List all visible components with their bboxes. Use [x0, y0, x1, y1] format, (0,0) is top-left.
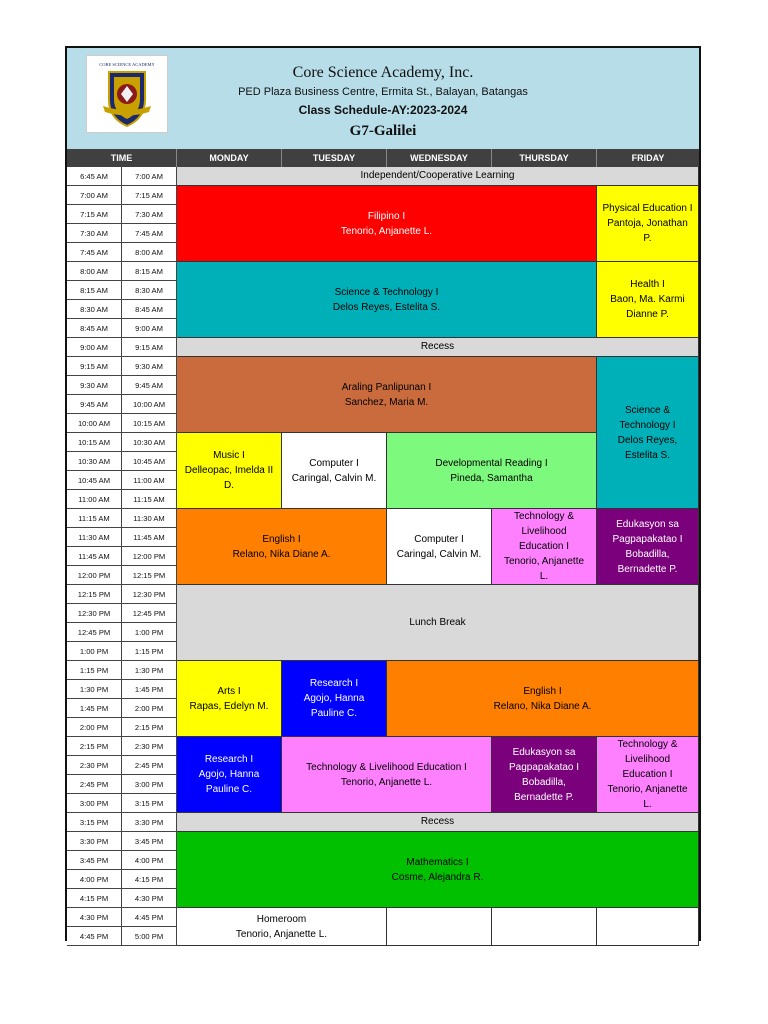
- subject-label: Science & Technology I: [334, 286, 439, 298]
- time-slot-end: 12:15 PM: [122, 566, 177, 585]
- teacher-label: Tenorio, Anjanette L.: [340, 225, 433, 237]
- subject-label: Recess: [420, 341, 455, 352]
- schedule-title: Class Schedule-AY:2023-2024: [298, 103, 468, 117]
- time-slot-end: 9:00 AM: [122, 319, 177, 338]
- block-recess-pm: [177, 813, 699, 832]
- teacher-label: L.: [643, 799, 652, 810]
- time-slot-start: 9:15 AM: [67, 357, 122, 376]
- time-slot-end: 1:15 PM: [122, 642, 177, 661]
- time-slot-end: 8:00 AM: [122, 243, 177, 262]
- time-slot-start: 3:30 PM: [67, 832, 122, 851]
- subject-label: Physical Education I: [602, 203, 693, 214]
- time-slot-start: 11:45 AM: [67, 547, 122, 566]
- time-slot-end: 2:45 PM: [122, 756, 177, 775]
- block-mathematics: [177, 832, 699, 908]
- time-slot-end: 9:30 AM: [122, 357, 177, 376]
- teacher-label: Education I: [518, 541, 570, 552]
- block-dev-reading: [387, 433, 597, 509]
- teacher-label: Tenorio, Anjanette: [503, 556, 585, 567]
- time-slot-end: 12:00 PM: [122, 547, 177, 566]
- teacher-label: D.: [224, 480, 234, 491]
- time-slot-end: 11:15 AM: [122, 490, 177, 509]
- subject-label: Arts I: [217, 685, 241, 697]
- subject-label: Lunch Break: [409, 617, 466, 628]
- teacher-label: Delleopac, Imelda II: [184, 465, 274, 476]
- time-slot-start: 10:45 AM: [67, 471, 122, 490]
- time-slot-start: 12:30 PM: [67, 604, 122, 623]
- subject-label: Homeroom: [256, 913, 307, 925]
- teacher-label: Education I: [622, 769, 673, 780]
- block-araling-panlipunan: [177, 357, 597, 433]
- teacher-label: Tenorio, Anjanette L.: [340, 776, 433, 788]
- block-research-mon: [177, 737, 282, 813]
- subject-label: Mathematics I: [406, 856, 469, 868]
- time-slot-end: 1:30 PM: [122, 661, 177, 680]
- subject-label: Research I: [309, 678, 359, 689]
- teacher-label: P.: [643, 233, 652, 244]
- time-slot-start: 8:00 AM: [67, 262, 122, 281]
- teacher-label: Bernadette P.: [514, 791, 574, 803]
- time-slot-end: 4:15 PM: [122, 870, 177, 889]
- block-esp-thu: [492, 737, 597, 813]
- time-slot-end: 4:00 PM: [122, 851, 177, 870]
- teacher-label: Caringal, Calvin M.: [396, 548, 482, 560]
- time-slot-end: 5:00 PM: [122, 927, 177, 946]
- block-research-tue: [282, 661, 387, 737]
- time-slot-start: 4:30 PM: [67, 908, 122, 927]
- time-slot-end: 11:00 AM: [122, 471, 177, 490]
- block-tle-fri: [597, 737, 699, 813]
- tuesday-column-header: TUESDAY: [282, 149, 387, 167]
- teacher-label: Pauline C.: [310, 708, 358, 719]
- subject-label: Developmental Reading I: [435, 457, 548, 469]
- time-slot-start: 4:45 PM: [67, 927, 122, 946]
- time-slot-end: 10:45 AM: [122, 452, 177, 471]
- subject-label: English I: [523, 685, 562, 697]
- teacher-label: Pauline C.: [205, 784, 253, 795]
- block-empty-fri: [597, 908, 699, 946]
- block-arts: [177, 661, 282, 737]
- time-slot-end: 1:00 PM: [122, 623, 177, 642]
- time-slot-start: 3:00 PM: [67, 794, 122, 813]
- teacher-label: Delos Reyes, Estelita S.: [332, 301, 441, 313]
- time-slot-start: 11:15 AM: [67, 509, 122, 528]
- section-name: G7-Galilei: [349, 123, 417, 139]
- teacher-label: Livelihood: [624, 754, 671, 765]
- teacher-label: Delos Reyes,: [617, 434, 678, 446]
- class-schedule-sheet: [65, 46, 701, 941]
- subject-label: Computer I: [414, 533, 464, 545]
- block-health: [597, 262, 699, 338]
- time-slot-start: 1:00 PM: [67, 642, 122, 661]
- time-slot-end: 1:45 PM: [122, 680, 177, 699]
- time-slot-start: 7:00 AM: [67, 186, 122, 205]
- time-slot-end: 2:15 PM: [122, 718, 177, 737]
- teacher-label: Cosme, Alejandra R.: [391, 871, 484, 883]
- time-column-header: TIME: [67, 149, 177, 167]
- teacher-label: Bernadette P.: [617, 563, 678, 575]
- subject-label: Science &: [624, 404, 671, 416]
- block-lunch: [177, 585, 699, 661]
- time-slot-start: 7:30 AM: [67, 224, 122, 243]
- subject-label: Technology & Livelihood Education I: [306, 761, 467, 773]
- wednesday-column-header: WEDNESDAY: [387, 149, 492, 167]
- time-slot-start: 1:15 PM: [67, 661, 122, 680]
- teacher-label: Estelita S.: [624, 449, 671, 461]
- time-slot-end: 10:30 AM: [122, 433, 177, 452]
- time-slot-end: 4:45 PM: [122, 908, 177, 927]
- block-tle-tue-wed: [282, 737, 492, 813]
- time-slot-end: 9:15 AM: [122, 338, 177, 357]
- time-slot-start: 3:45 PM: [67, 851, 122, 870]
- time-slot-end: 7:45 AM: [122, 224, 177, 243]
- time-slot-start: 2:30 PM: [67, 756, 122, 775]
- time-slot-start: 8:15 AM: [67, 281, 122, 300]
- subject-label: Araling Panlipunan I: [341, 381, 432, 393]
- time-slot-start: 10:00 AM: [67, 414, 122, 433]
- subject-label: Filipino I: [367, 210, 406, 222]
- block-homeroom: [177, 908, 387, 946]
- block-science-tech-fri: [597, 357, 699, 509]
- teacher-label: Bobadilla,: [522, 776, 566, 788]
- teacher-label: Baon, Ma. Karmi: [610, 294, 685, 305]
- teacher-label: Relano, Nika Diane A.: [232, 548, 331, 560]
- time-slot-start: 1:30 PM: [67, 680, 122, 699]
- time-slot-start: 4:00 PM: [67, 870, 122, 889]
- subject-label: Edukasyon sa: [512, 746, 576, 758]
- time-slot-start: 9:30 AM: [67, 376, 122, 395]
- block-empty-thu: [492, 908, 597, 946]
- teacher-label: Rapas, Edelyn M.: [189, 700, 269, 712]
- teacher-label: Livelihood: [521, 526, 567, 537]
- time-slot-end: 8:15 AM: [122, 262, 177, 281]
- time-slot-start: 10:15 AM: [67, 433, 122, 452]
- subject-label: Edukasyon sa: [616, 518, 679, 530]
- time-slot-start: 8:30 AM: [67, 300, 122, 319]
- block-computer-tue: [282, 433, 387, 509]
- time-slot-start: 7:15 AM: [67, 205, 122, 224]
- teacher-label: Sanchez, Maria M.: [344, 396, 429, 408]
- time-slot-end: 10:00 AM: [122, 395, 177, 414]
- block-pe: [597, 186, 699, 262]
- block-independent-learning: [177, 167, 699, 186]
- time-slot-start: 6:45 AM: [67, 167, 122, 186]
- block-tle-thu: [492, 509, 597, 585]
- teacher-label: L.: [539, 571, 549, 582]
- time-slot-end: 11:45 AM: [122, 528, 177, 547]
- time-slot-end: 9:45 AM: [122, 376, 177, 395]
- time-slot-start: 4:15 PM: [67, 889, 122, 908]
- time-slot-end: 3:30 PM: [122, 813, 177, 832]
- subject-label: Computer I: [309, 457, 359, 469]
- time-slot-start: 8:45 AM: [67, 319, 122, 338]
- teacher-label: Agojo, Hanna: [303, 693, 365, 704]
- subject-label: Independent/Cooperative Learning: [360, 170, 515, 181]
- schedule-grid: [67, 149, 699, 939]
- subject-label: Music I: [213, 450, 245, 461]
- time-slot-end: 2:30 PM: [122, 737, 177, 756]
- teacher-label: Pineda, Samantha: [450, 472, 533, 484]
- subject-label: Technology &: [617, 739, 678, 750]
- schedule-header: [67, 48, 699, 150]
- subject-label: Research I: [204, 754, 254, 765]
- teacher-label: Dianne P.: [626, 309, 669, 320]
- time-slot-start: 12:45 PM: [67, 623, 122, 642]
- time-slot-end: 2:00 PM: [122, 699, 177, 718]
- block-computer-wed: [387, 509, 492, 585]
- time-slot-end: 10:15 AM: [122, 414, 177, 433]
- teacher-label: Technology I: [619, 419, 676, 431]
- thursday-column-header: THURSDAY: [492, 149, 597, 167]
- teacher-label: Pagpapakatao I: [508, 761, 580, 773]
- school-name: Core Science Academy, Inc.: [292, 64, 474, 81]
- time-slot-start: 2:00 PM: [67, 718, 122, 737]
- time-slot-start: 12:00 PM: [67, 566, 122, 585]
- time-slot-end: 8:30 AM: [122, 281, 177, 300]
- school-address: PED Plaza Business Centre, Ermita St., Balayan, Batangas: [238, 86, 528, 98]
- time-slot-end: 7:30 AM: [122, 205, 177, 224]
- block-music: [177, 433, 282, 509]
- time-slot-start: 7:45 AM: [67, 243, 122, 262]
- time-slot-end: 3:45 PM: [122, 832, 177, 851]
- teacher-label: Bobadilla,: [625, 548, 670, 560]
- teacher-label: Tenorio, Anjanette: [607, 784, 688, 795]
- teacher-label: Caringal, Calvin M.: [291, 472, 377, 484]
- time-slot-start: 9:00 AM: [67, 338, 122, 357]
- block-recess-am: [177, 338, 699, 357]
- monday-column-header: MONDAY: [177, 149, 282, 167]
- time-slot-start: 11:30 AM: [67, 528, 122, 547]
- time-slot-start: 2:15 PM: [67, 737, 122, 756]
- block-filipino: [177, 186, 597, 262]
- time-slot-start: 9:45 AM: [67, 395, 122, 414]
- time-slot-end: 12:30 PM: [122, 585, 177, 604]
- time-slot-start: 2:45 PM: [67, 775, 122, 794]
- block-empty-wed: [387, 908, 492, 946]
- time-slot-end: 3:15 PM: [122, 794, 177, 813]
- teacher-label: Tenorio, Anjanette L.: [235, 928, 328, 940]
- time-slot-end: 4:30 PM: [122, 889, 177, 908]
- teacher-label: Pantoja, Jonathan: [607, 218, 688, 229]
- teacher-label: Pagpapakatao I: [612, 533, 683, 545]
- time-slot-end: 3:00 PM: [122, 775, 177, 794]
- subject-label: Health I: [630, 279, 665, 290]
- time-slot-start: 3:15 PM: [67, 813, 122, 832]
- svg-text:CORE SCIENCE ACADEMY: CORE SCIENCE ACADEMY: [99, 62, 155, 67]
- time-slot-start: 10:30 AM: [67, 452, 122, 471]
- time-slot-start: 12:15 PM: [67, 585, 122, 604]
- teacher-label: Agojo, Hanna: [198, 769, 260, 780]
- block-english-am: [177, 509, 387, 585]
- teacher-label: Relano, Nika Diane A.: [493, 700, 592, 712]
- block-english-pm: [387, 661, 699, 737]
- friday-column-header: FRIDAY: [597, 149, 699, 167]
- time-slot-start: 1:45 PM: [67, 699, 122, 718]
- block-esp-fri: [597, 509, 699, 585]
- time-slot-end: 7:00 AM: [122, 167, 177, 186]
- subject-label: Technology &: [513, 511, 575, 522]
- subject-label: English I: [262, 533, 301, 545]
- time-slot-end: 7:15 AM: [122, 186, 177, 205]
- subject-label: Recess: [420, 816, 455, 827]
- time-slot-end: 8:45 AM: [122, 300, 177, 319]
- time-slot-start: 11:00 AM: [67, 490, 122, 509]
- time-slot-end: 12:45 PM: [122, 604, 177, 623]
- time-slot-end: 11:30 AM: [122, 509, 177, 528]
- block-science-tech: [177, 262, 597, 338]
